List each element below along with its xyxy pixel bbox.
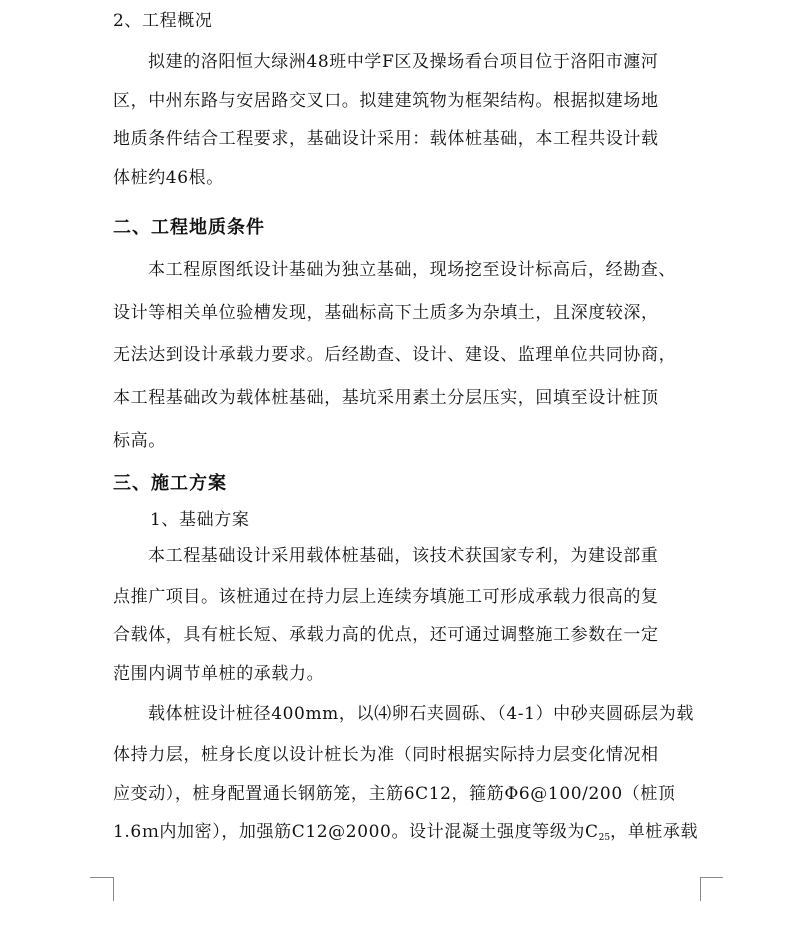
paragraph-line: 载体桩设计桩径400mm，以⑷卵石夹圆砾、（4-1）中砂夹圆砾层为载 (148, 704, 694, 724)
paragraph-line: 地质条件结合工程要求，基础设计采用：载体桩基础，本工程共设计载 (113, 129, 659, 149)
foundation-subheading: 1、基础方案 (150, 510, 250, 530)
paragraph-line: 范围内调节单桩的承载力。 (113, 664, 325, 684)
section-heading-geology: 二、工程地质条件 (113, 217, 265, 238)
paragraph-line: 应变动），桩身配置通长钢筋笼，主筋6C12，箍筋Φ6@100/200（桩顶 (113, 784, 676, 804)
paragraph-line: 拟建的洛阳恒大绿洲48班中学F区及操场看台项目位于洛阳市瀍河 (148, 52, 659, 72)
paragraph-line: 本工程基础改为载体桩基础，基坑采用素土分层压实，回填至设计桩顶 (113, 388, 659, 408)
page-corner-mark-right (700, 877, 701, 901)
paragraph-line: 体持力层，桩身长度以设计桩长为准（同时根据实际持力层变化情况相 (113, 745, 659, 765)
overview-subheading: 2、工程概况 (113, 11, 213, 31)
page-corner-mark-left (113, 877, 114, 901)
paragraph-line-with-subscript (113, 821, 700, 849)
paragraph-text-tail: ，单桩承载 (610, 822, 699, 842)
paragraph-line: 合载体，具有桩长短、承载力高的优点，还可通过调整施工参数在一定 (113, 625, 659, 645)
paragraph-line: 点推广项目。该桩通过在持力层上连续夯填施工可形成承载力很高的复 (113, 587, 659, 607)
paragraph-text: 1.6ｍ内加密），加强筋C12@2000。设计混凝土强度等级为C (113, 822, 599, 842)
paragraph-line: 设计等相关单位验槽发现，基础标高下土质多为杂填土，且深度较深， (113, 303, 659, 323)
paragraph-line: 标高。 (113, 431, 166, 451)
page-corner-mark-right (700, 877, 723, 878)
paragraph-line: 无法达到设计承载力要求。后经勘查、设计、建设、监理单位共同协商， (113, 345, 677, 365)
paragraph-line: 体桩约46根。 (113, 168, 224, 188)
concrete-grade-subscript: 25 (598, 833, 611, 843)
paragraph-line: 区，中州东路与安居路交叉口。拟建建筑物为框架结构。根据拟建场地 (113, 91, 659, 111)
section-heading-plan: 三、施工方案 (113, 473, 227, 494)
page-corner-mark-left (90, 877, 113, 878)
paragraph-line: 本工程原图纸设计基础为独立基础，现场挖至设计标高后，经勘查、 (148, 260, 676, 280)
paragraph-line: 本工程基础设计采用载体桩基础，该技术获国家专利，为建设部重 (148, 546, 659, 566)
